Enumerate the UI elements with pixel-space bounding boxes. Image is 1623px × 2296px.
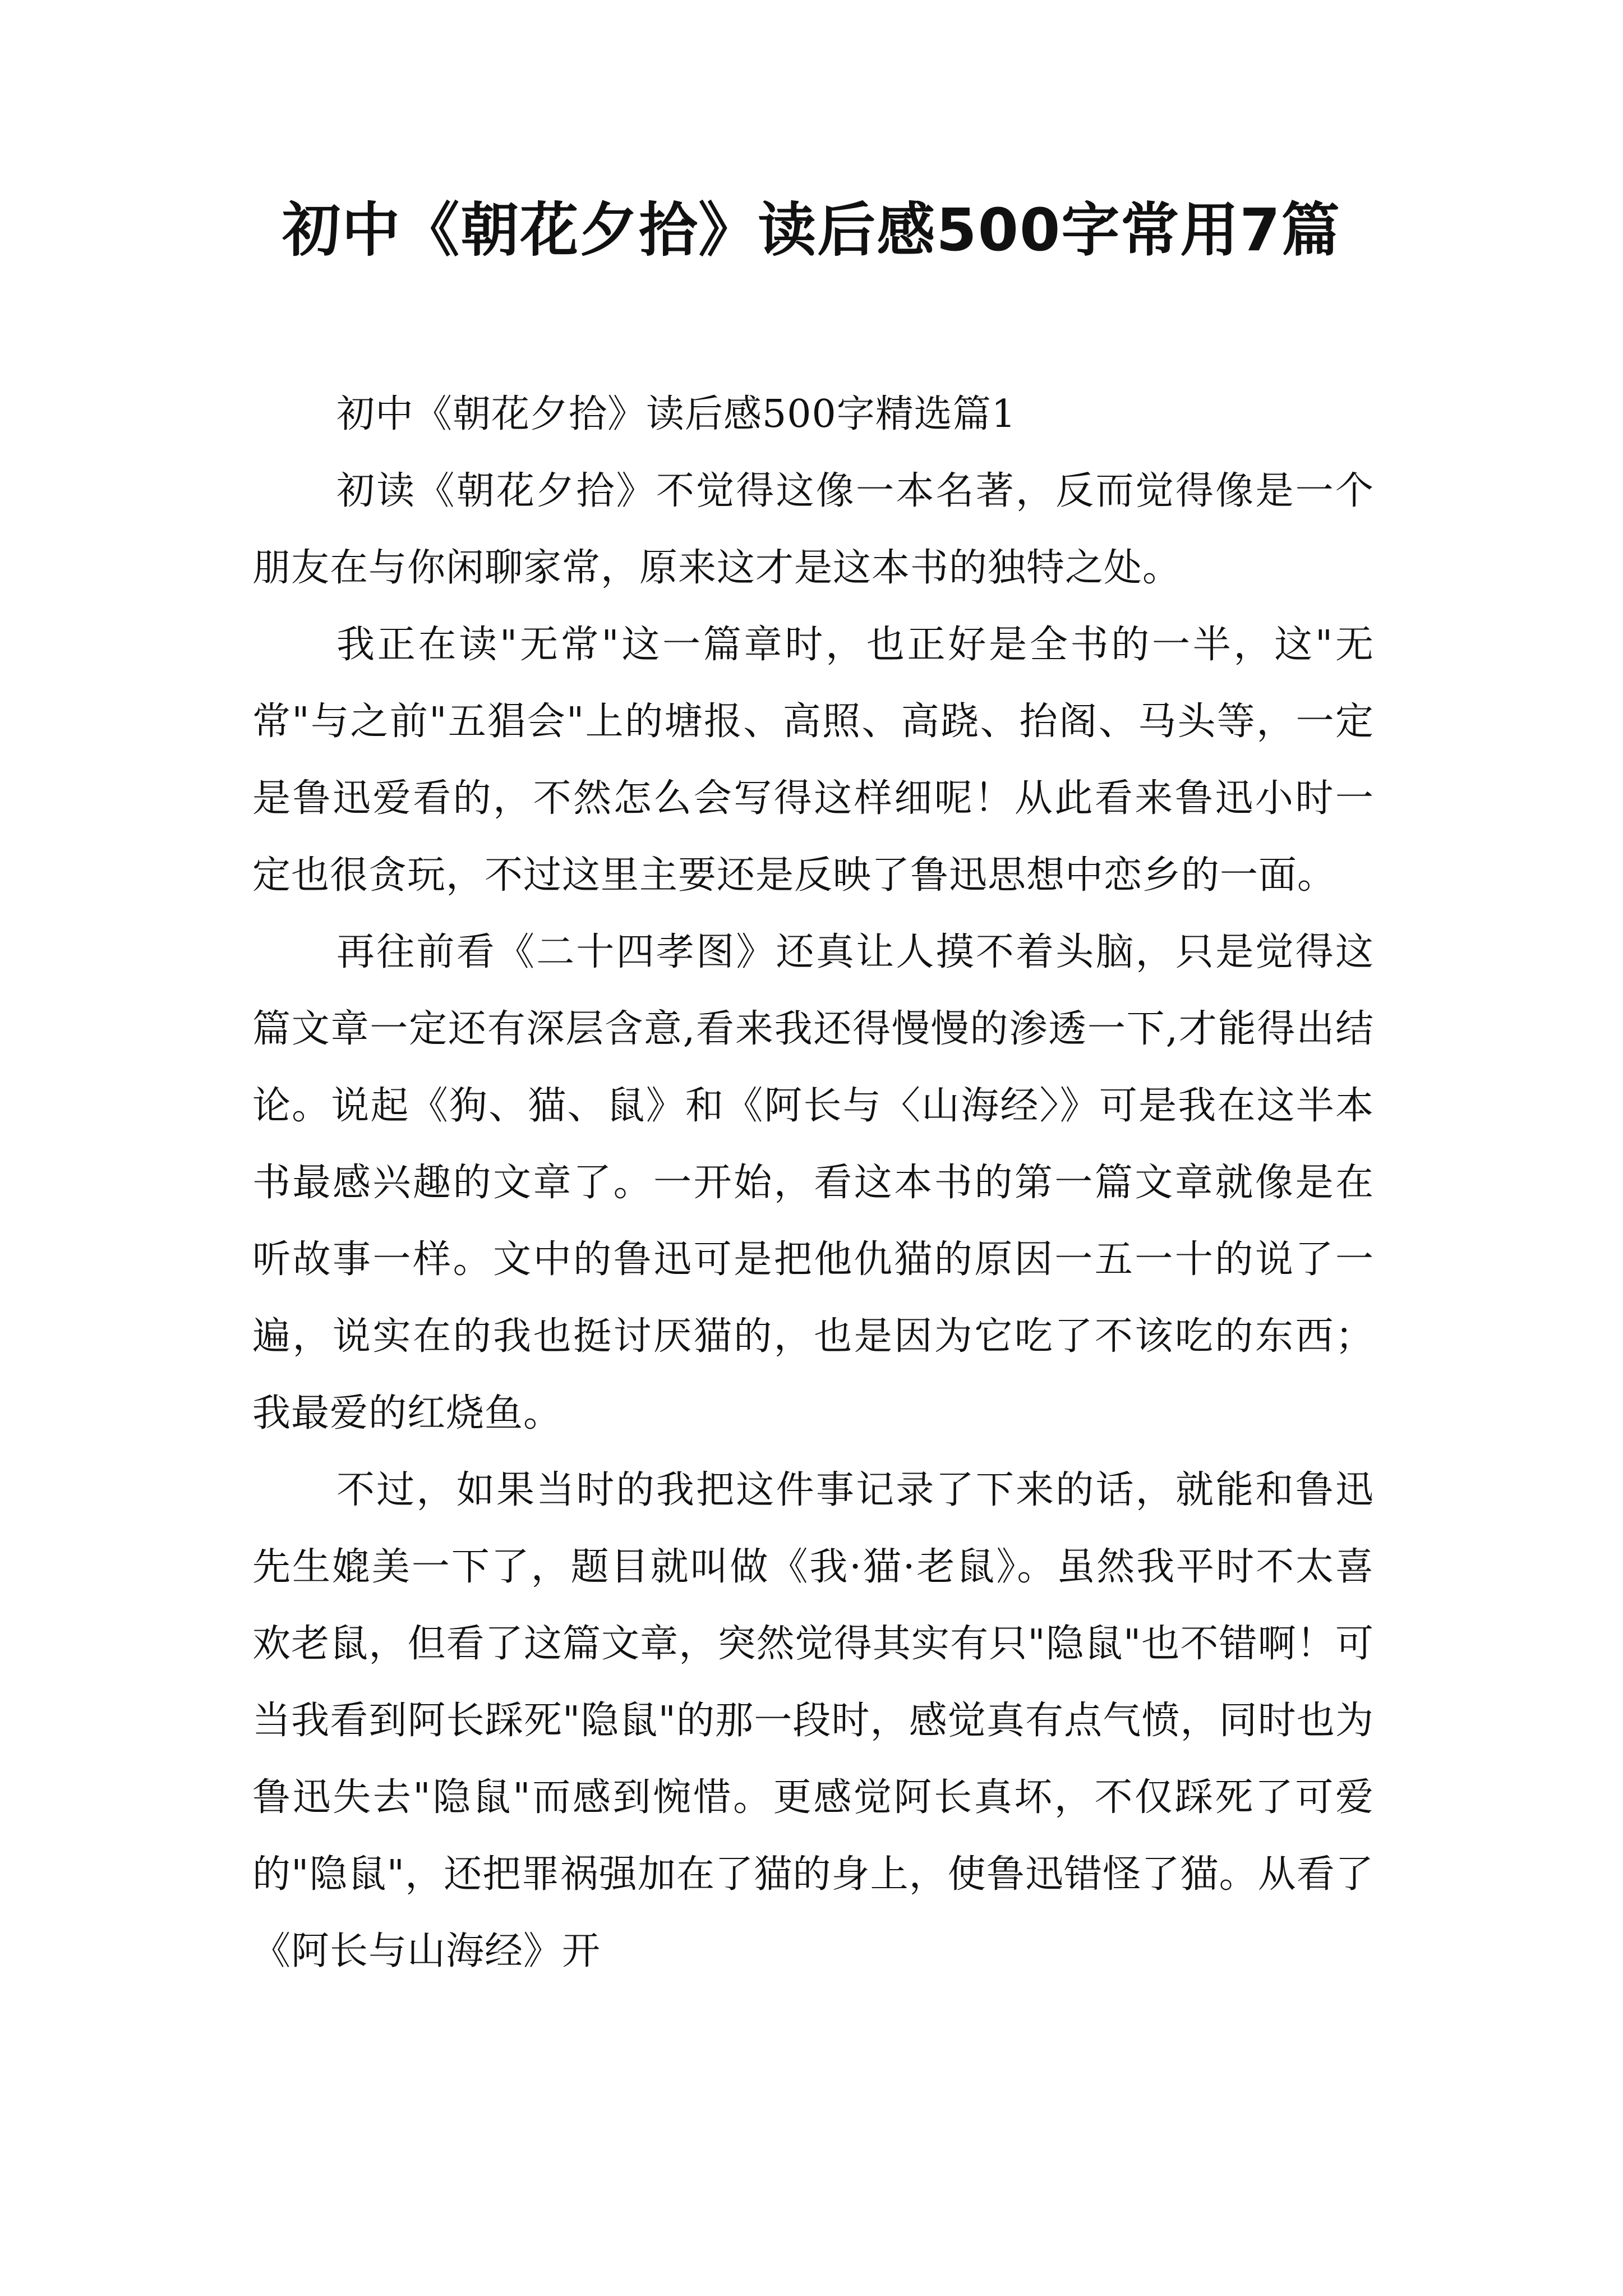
section-heading: 初中《朝花夕拾》读后感500字精选篇1 <box>336 392 1017 436</box>
paragraph: 再往前看《二十四孝图》还真让人摸不着头脑，只是觉得这篇文章一定还有深层含意,看来我还得慢慢的渗透一下,才能得出结论。说起《狗、猫、鼠》和《阿长与〈山海经〉》可是我在这半本书最感兴趣的文章了。一开始，看这本书的第一篇文章就像是在听故事一样。文中的鲁迅可是把他仇猫的原因一五一十的说了一遍，说实在的我也挺讨厌猫的，也是因为它吃了不该吃的东西；我最爱的红烧鱼。 <box>252 930 1374 1435</box>
paragraph: 不过，如果当时的我把这件事记录了下来的话，就能和鲁迅先生媲美一下了，题目就叫做《我·猫·老鼠》。虽然我平时不太喜欢老鼠，但看了这篇文章，突然觉得其实有只"隐鼠"也不错啊！可当我看到阿长踩死"隐鼠"的那一段时，感觉真有点气愤，同时也为鲁迅失去"隐鼠"而感到惋惜。更感觉阿长真坏，不仅踩死了可爱的"隐鼠"，还把罪祸强加在了猫的身上，使鲁迅错怪了猫。从看了《阿长与山海经》开 <box>252 1468 1374 1973</box>
paragraph: 初读《朝花夕拾》不觉得这像一本名著，反而觉得像是一个朋友在与你闲聊家常，原来这才是这本书的独特之处。 <box>252 469 1374 590</box>
paragraph: 我正在读"无常"这一篇章时，也正好是全书的一半，这"无常"与之前"五猖会"上的塘报、高照、高跷、抬阁、马头等，一定是鲁迅爱看的，不然怎么会写得这样细呢！从此看来鲁迅小时一定也很贪玩，不过这里主要还是反映了鲁迅思想中恋乡的一面。 <box>252 623 1374 898</box>
document-title: 初中《朝花夕拾》读后感500字常用7篇 <box>282 196 1341 264</box>
document-body <box>252 376 1374 1990</box>
